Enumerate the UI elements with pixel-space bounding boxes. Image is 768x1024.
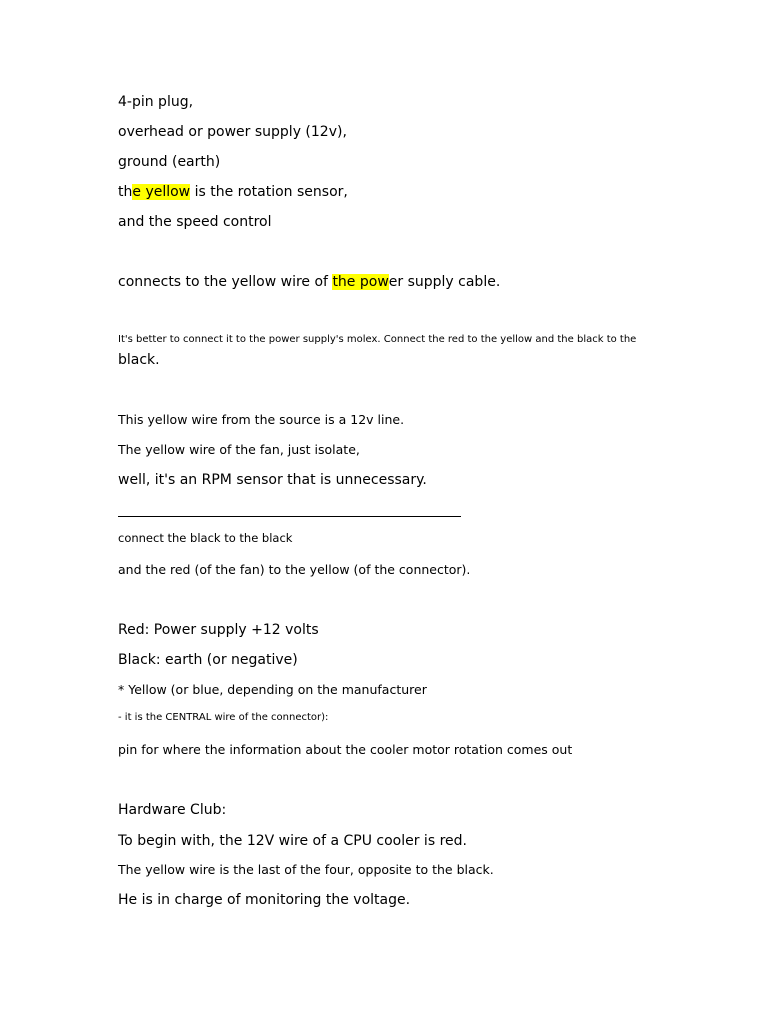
text-line: overhead or power supply (12v), xyxy=(118,124,347,140)
text-line: The yellow wire is the last of the four, opposite to the black. xyxy=(118,862,494,877)
text-line: The yellow wire of the fan, just isolate, xyxy=(118,442,360,457)
text-line: and the speed control xyxy=(118,214,272,230)
text-line: This yellow wire from the source is a 12v line. xyxy=(118,412,405,427)
text-line: 4-pin plug, xyxy=(118,94,194,110)
text-line: connect the black to the black xyxy=(118,531,293,545)
horizontal-rule xyxy=(118,516,461,517)
text-line: * Yellow (or blue, depending on the manufacturer xyxy=(118,682,427,697)
text-line: black. xyxy=(118,352,160,368)
text-segment: is the rotation sensor, xyxy=(190,184,348,200)
text-segment: th xyxy=(118,184,133,200)
text-line xyxy=(118,274,500,291)
text-segment: connects to the yellow wire of xyxy=(118,274,333,290)
text-line: Red: Power supply +12 volts xyxy=(118,622,319,638)
text-segment: er supply cable. xyxy=(388,274,501,290)
text-line: pin for where the information about the cooler motor rotation comes out xyxy=(118,742,573,757)
highlighted-text: e yellow xyxy=(132,184,191,200)
text-line: Black: earth (or negative) xyxy=(118,652,298,668)
text-line xyxy=(118,184,348,201)
text-line: It's better to connect it to the power supply's molex. Connect the red to the yellow and the black to the xyxy=(118,334,637,345)
highlighted-text: the pow xyxy=(332,274,389,290)
text-line: ground (earth) xyxy=(118,154,221,170)
text-line: well, it's an RPM sensor that is unnecessary. xyxy=(118,472,427,488)
text-line: Hardware Club: xyxy=(118,802,227,818)
text-line: To begin with, the 12V wire of a CPU cooler is red. xyxy=(118,833,467,849)
text-line: He is in charge of monitoring the voltage. xyxy=(118,892,411,908)
text-line: and the red (of the fan) to the yellow (of the connector). xyxy=(118,562,471,577)
text-line: - it is the CENTRAL wire of the connector): xyxy=(118,712,329,723)
